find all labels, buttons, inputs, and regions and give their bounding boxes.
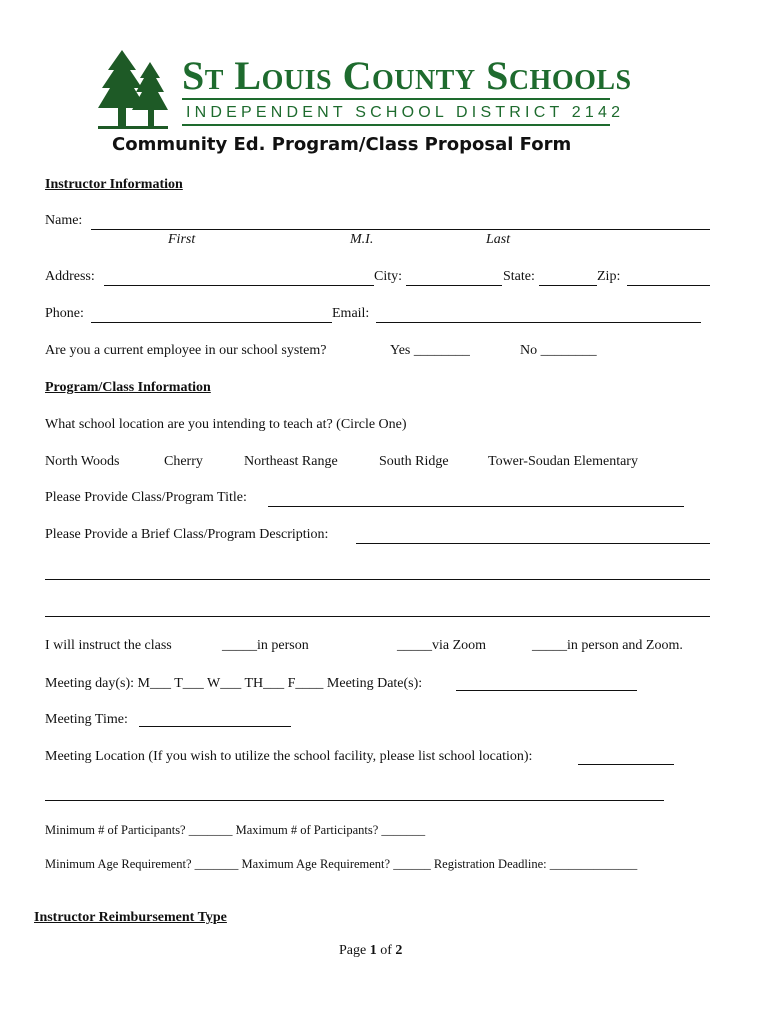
email-label: Email: <box>332 306 370 321</box>
location-question: What school location are you intending to teach at? (Circle One) <box>45 417 407 432</box>
description-field-line-3[interactable] <box>45 616 710 617</box>
meeting-dates-field[interactable] <box>456 690 637 691</box>
page-total: 2 <box>395 943 403 958</box>
form-title: Community Ed. Program/Class Proposal Form <box>112 134 572 155</box>
district-name: INDEPENDENT SCHOOL DISTRICT 2142 <box>186 104 625 121</box>
school-name: St Louis County Schools <box>182 53 632 98</box>
name-field[interactable] <box>91 229 710 230</box>
instruct-label: I will instruct the class <box>45 638 172 653</box>
location-option-north-woods[interactable]: North Woods <box>45 454 120 469</box>
employee-no-option[interactable]: No ________ <box>520 343 597 358</box>
page-number <box>339 943 402 959</box>
option-in-person-and-zoom[interactable]: _____in person and Zoom. <box>532 638 683 653</box>
address-label: Address: <box>45 269 95 284</box>
name-label: Name: <box>45 213 83 228</box>
meeting-location-label: Meeting Location (If you wish to utilize the school facility, please list school location): <box>45 749 533 764</box>
first-name-caption: First <box>168 232 196 247</box>
middle-initial-caption: M.I. <box>350 232 374 247</box>
phone-field[interactable] <box>91 322 332 323</box>
program-section-title: Program/Class Information <box>45 380 211 395</box>
location-option-tower-soudan[interactable]: Tower-Soudan Elementary <box>488 454 638 469</box>
state-label: State: <box>503 269 535 284</box>
zip-field[interactable] <box>627 285 710 286</box>
location-option-cherry[interactable]: Cherry <box>164 454 203 469</box>
class-title-label: Please Provide Class/Program Title: <box>45 490 247 505</box>
email-field[interactable] <box>376 322 701 323</box>
logo-underline <box>182 124 610 126</box>
phone-label: Phone: <box>45 306 84 321</box>
location-option-south-ridge[interactable]: South Ridge <box>379 454 449 469</box>
meeting-days[interactable]: Meeting day(s): M___ T___ W___ TH___ F____ Meeting Date(s): <box>45 676 423 691</box>
description-label: Please Provide a Brief Class/Program Description: <box>45 527 329 542</box>
page-prefix: Page <box>339 943 367 958</box>
meeting-time-label: Meeting Time: <box>45 712 128 727</box>
option-in-person[interactable]: _____in person <box>222 638 309 653</box>
class-title-field[interactable] <box>268 506 684 507</box>
state-field[interactable] <box>539 285 597 286</box>
address-field[interactable] <box>104 285 374 286</box>
meeting-location-field-line-2[interactable] <box>45 800 664 801</box>
page-current: 1 <box>369 943 377 958</box>
employee-question: Are you a current employee in our school system? <box>45 343 327 358</box>
meeting-time-field[interactable] <box>139 726 291 727</box>
location-option-northeast-range[interactable]: Northeast Range <box>244 454 338 469</box>
description-field-line-1[interactable] <box>356 543 710 544</box>
pine-trees-logo-icon <box>96 48 170 132</box>
option-via-zoom[interactable]: _____via Zoom <box>397 638 487 653</box>
city-field[interactable] <box>406 285 502 286</box>
age-requirements-line[interactable]: Minimum Age Requirement? _______ Maximum Age Requirement? ______ Registration Deadline: ______________ <box>45 857 638 871</box>
logo-divider <box>182 98 610 100</box>
city-label: City: <box>374 269 403 284</box>
employee-yes-option[interactable]: Yes ________ <box>390 343 470 358</box>
meeting-location-field[interactable] <box>578 764 674 765</box>
description-field-line-2[interactable] <box>45 579 710 580</box>
page-of: of <box>380 943 392 958</box>
zip-label: Zip: <box>597 269 621 284</box>
participants-line[interactable]: Minimum # of Participants? _______ Maximum # of Participants? _______ <box>45 823 426 837</box>
reimbursement-section-title: Instructor Reimbursement Type <box>34 910 227 925</box>
instructor-section-title: Instructor Information <box>45 177 183 192</box>
last-name-caption: Last <box>486 232 511 247</box>
